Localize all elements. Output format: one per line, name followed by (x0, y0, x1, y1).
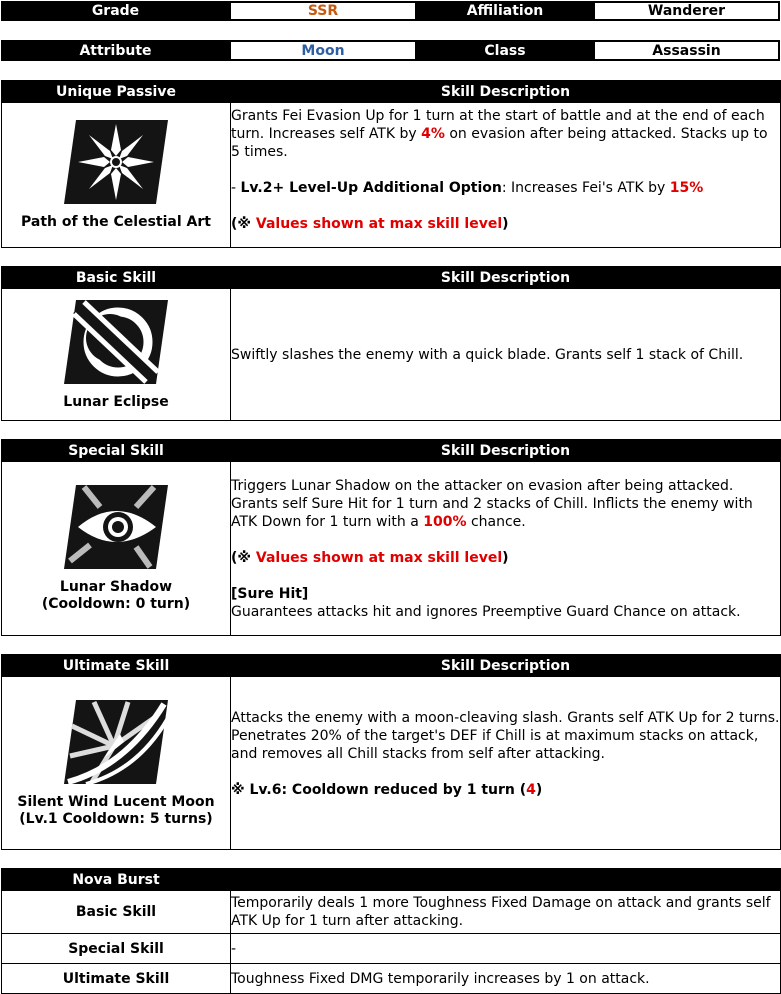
class-value: Assassin (593, 40, 780, 61)
nova-burst-table (1, 868, 781, 994)
levelup-atk-value: 15% (669, 180, 704, 196)
basic-skill-header: Basic Skill (2, 267, 231, 289)
sure-hit-text: Guarantees attacks hit and ignores Preemptive Guard Chance on attack. (231, 603, 741, 620)
nova-special-label: Special Skill (2, 934, 231, 964)
skill-description-header: Skill Description (231, 440, 781, 462)
atk-increase-value: 4% (421, 126, 445, 142)
max-level-note: Values shown at max skill level (255, 216, 503, 232)
basic-skill-table (1, 266, 781, 421)
special-skill-cooldown: (Cooldown: 0 turn) (41, 596, 191, 612)
grade-label: Grade (1, 1, 230, 21)
ultimate-skill-cooldown: (Lv.1 Cooldown: 5 turns) (19, 810, 213, 827)
levelup-option-label: Lv.2+ Level-Up Additional Option (240, 180, 502, 196)
attribute-label: Attribute (1, 40, 230, 61)
star-flower-icon (64, 116, 168, 208)
unique-passive-icon-cell (2, 103, 231, 248)
affiliation-label: Affiliation (416, 1, 594, 21)
burst-slash-icon (64, 696, 168, 788)
nova-basic-label: Basic Skill (2, 891, 231, 934)
special-skill-description: Triggers Lunar Shadow on the attacker on evasion after being attacked. Grants self Sure Hit for 1 turn and 2 stacks of Chill. Inflicts the enemy with ATK Down for 1 turn with a 100% chance. (※ Values shown at max skill level) [Sure Hit] Guarantees attacks hit and ignores Preemptive Guard Chance on attack. (231, 462, 781, 636)
class-label: Class (416, 40, 594, 61)
ultimate-skill-icon-cell (2, 677, 231, 850)
special-skill-header: Special Skill (2, 440, 231, 462)
basic-skill-name: Lunar Eclipse (63, 393, 169, 410)
unique-passive-header: Unique Passive (2, 81, 231, 103)
basic-skill-description: Swiftly slashes the enemy with a quick blade. Grants self 1 stack of Chill. (231, 289, 781, 421)
ultimate-skill-header: Ultimate Skill (2, 655, 231, 677)
basic-skill-icon-cell (2, 289, 231, 421)
skill-description-header: Skill Description (231, 81, 781, 103)
attribute-value: Moon (229, 40, 417, 61)
ultimate-skill-name: Silent Wind Lucent Moon (Lv.1 Cooldown: 5 turns) (17, 793, 215, 827)
slashed-moon-icon (64, 296, 168, 388)
nova-ultimate-text: Toughness Fixed DMG temporarily increases by 1 on attack. (231, 964, 781, 994)
nova-ultimate-label: Ultimate Skill (2, 964, 231, 994)
skill-description-header: Skill Description (231, 267, 781, 289)
grade-value: SSR (229, 1, 417, 21)
special-skill-name: Lunar Shadow (Cooldown: 0 turn) (41, 579, 191, 612)
skill-description-header: Skill Description (231, 655, 781, 677)
sure-hit-title: [Sure Hit] (231, 585, 309, 602)
unique-passive-name: Path of the Celestial Art (21, 214, 211, 230)
atk-down-chance-value: 100% (423, 513, 467, 530)
reduced-cooldown-value: 4 (526, 782, 536, 798)
max-level-note: Values shown at max skill level (255, 549, 503, 566)
affiliation-value: Wanderer (593, 1, 780, 21)
unique-passive-table (1, 80, 781, 248)
nova-burst-header: Nova Burst (2, 869, 231, 891)
special-skill-table (1, 439, 781, 636)
eye-icon (64, 481, 168, 573)
special-skill-icon-cell (2, 462, 231, 636)
nova-basic-text: Temporarily deals 1 more Toughness Fixed Damage on attack and grants self ATK Up for 1 turn after attacking. (231, 891, 781, 934)
nova-burst-header-spacer (231, 869, 781, 891)
ultimate-skill-description: Attacks the enemy with a moon-cleaving slash. Grants self ATK Up for 2 turns. Penetrates 20% of the target's DEF if Chill is at maximum stacks on attack, and removes all Chill stacks from self after attacking. ※ Lv.6: Cooldown reduced by 1 turn (4) (231, 677, 781, 850)
unique-passive-description: Grants Fei Evasion Up for 1 turn at the start of battle and at the end of each turn. Increases self ATK by 4% on evasion after being attacked. Stacks up to 5 times. - Lv.2+ Level-Up Additional Option: Increases Fei's ATK by 15% (※ Values shown at max skill level) (231, 103, 781, 248)
nova-special-text: - (231, 934, 781, 964)
ultimate-skill-table (1, 654, 781, 850)
